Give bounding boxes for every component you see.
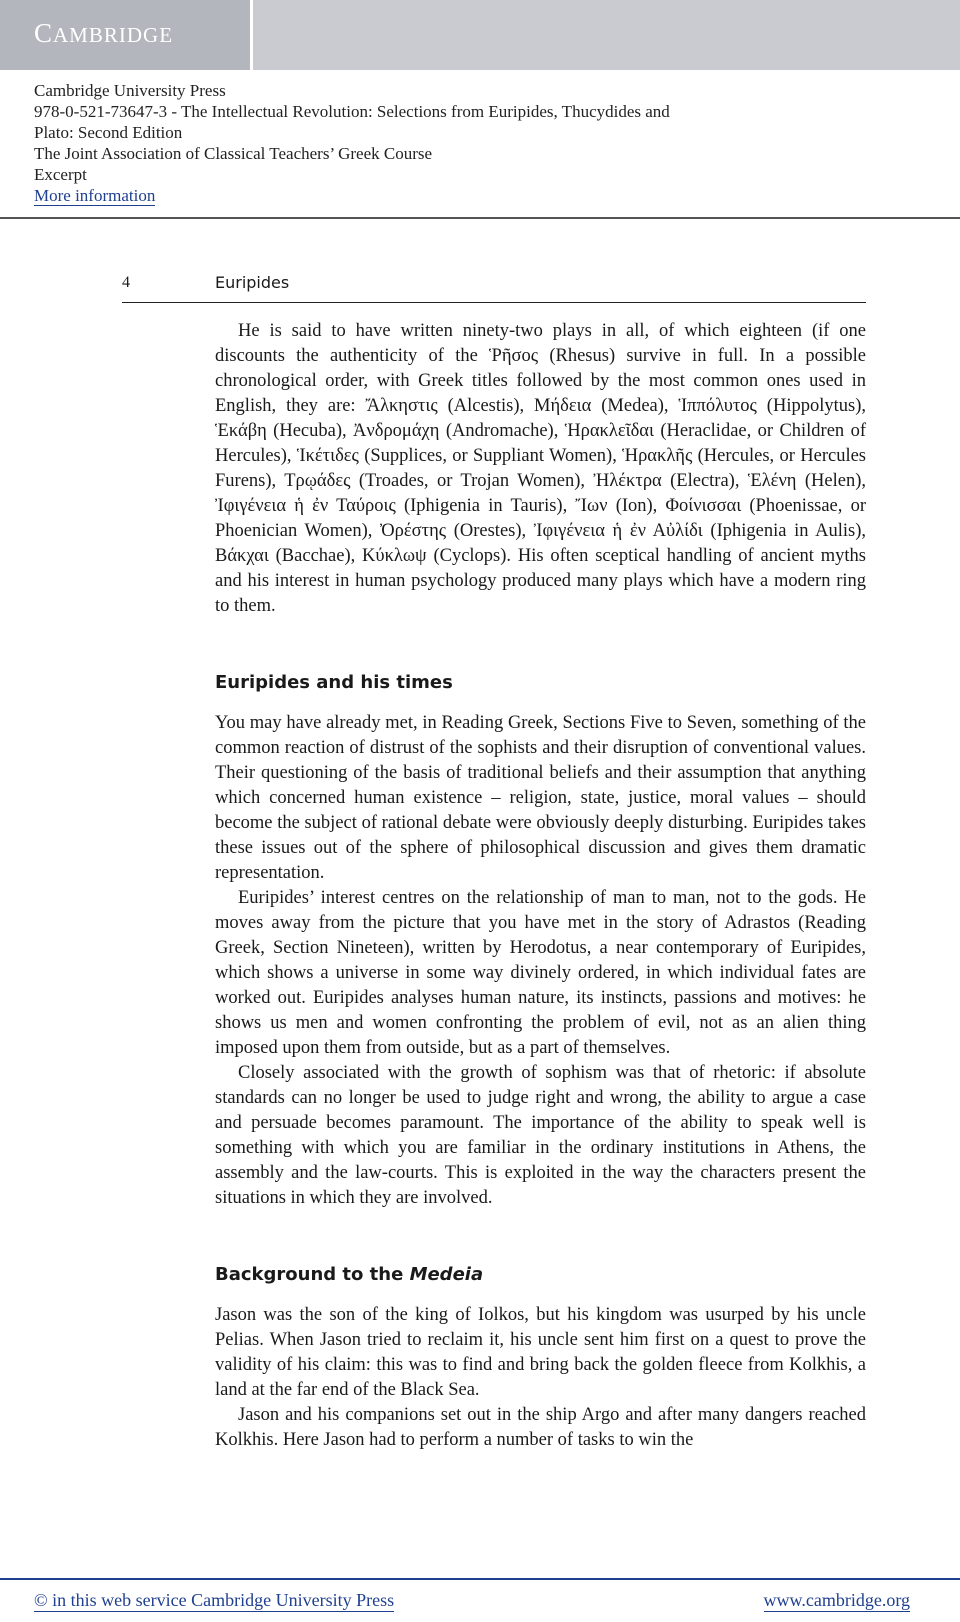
book-metadata <box>34 80 670 206</box>
section-background-medeia <box>215 1264 866 1285</box>
body-paragraph: Jason and his companions set out in the ship Argo and after many dangers reached Kolkhis. Here Jason had to perform a number of tasks to win the <box>215 1405 866 1450</box>
isbn-title-line1: 978-0-521-73647-3 - The Intellectual Revolution: Selections from Euripides, Thucydides and <box>34 102 670 121</box>
cambridge-banner <box>0 0 960 70</box>
section-heading <box>215 1264 866 1285</box>
cambridge-logo[interactable]: CAMBRIDGE <box>34 18 174 48</box>
heading-prefix: Background to the <box>215 1264 404 1285</box>
body-paragraph: You may have already met, in Reading Greek, Sections Five to Seven, something of the common reaction of distrust of the sophists and their disruption of conventional values. Their questioning of the basis of traditional beliefs and their assumption that anything which concerned human existence – religion, state, justice, moral values – should become the subject of rational debate were obviously deeply disturbing. Euripides takes these issues out of the sphere of philosophical discussion and gives them dramatic representation. <box>215 713 866 883</box>
running-head: Euripides <box>215 273 290 292</box>
banner-divider <box>250 0 253 70</box>
publisher: Cambridge University Press <box>34 81 226 100</box>
more-information-link[interactable]: More information <box>34 186 156 205</box>
section1-body <box>215 711 866 1211</box>
intro-paragraph: He is said to have written ninety-two plays in all, of which eighteen (if one discounts the authenticity of the Ῥῆσος (Rhesus) survive in full. In a possible chronological order, with Greek titles followed by the most common ones used in English, they are: Ἄλκηστις (Alcestis), Μήδεια (Medea), Ἱππόλυτος (Hippolytus), Ἑκάβη (Hecuba), Ἀνδρομάχη (Andromache), Ἡρακλεῖδαι (Heraclidae, or Children of Hercules), Ἱκέτιδες (Supplices, or Suppliant Women), Ἡρακλῆς (Hercules, or Hercules Furens), Τρῳάδες (Troades, or Trojan Women), Ἠλέκτρα (Electra), Ἑλένη (Helen), Ἰφιγένεια ἡ ἐν Ταύροις (Iphigenia in Tauris), Ἴων (Ion), Φοίνισσαι (Phoenissae, or Phoenician Women), Ὀρέστης (Orestes), Ἰφιγένεια ἡ ἐν Αὐλίδι (Iphigenia in Aulis), Βάκχαι (Bacchae), Κύκλωψ (Cyclops). His often sceptical handling of ancient myths and his interest in human psychology produced many plays which have a modern ring to them. <box>215 321 866 616</box>
page-header <box>122 272 866 303</box>
book-author: The Joint Association of Classical Teachers’ Greek Course <box>34 144 433 163</box>
isbn-title-line2: Plato: Second Edition <box>34 123 183 142</box>
cambridge-website-link[interactable]: www.cambridge.org <box>763 1590 910 1610</box>
body-paragraph: Euripides’ interest centres on the relationship of man to man, not to the gods. He moves away from the picture that you have met in the story of Adrastos (Reading Greek, Section Nineteen), written by Herodotus, a near contemporary of Euripides, which shows a universe in some way divinely ordered, in which individual fates are worked out. Euripides analyses human nature, its instincts, passions and motives: he shows us men and women confronting the problem of evil, not as an alien thing imposed upon them from outside, but as a part of themselves. <box>215 888 866 1058</box>
page-number: 4 <box>122 274 130 291</box>
header-rule <box>0 217 960 219</box>
section-euripides-times <box>215 672 866 693</box>
heading-title: Medeia <box>409 1264 484 1285</box>
body-paragraph: Closely associated with the growth of sophism was that of rhetoric: if absolute standards can no longer be used to judge right and wrong, the ability to argue a case and persuade becomes paramount. The importance of the ability to speak well is something with which you are familiar in the ordinary institutions in Athens, the assembly and the law-courts. This is exploited in the way the characters present the situations in which they are involved. <box>215 1063 866 1208</box>
body-paragraph: Jason was the son of the king of Iolkos, but his kingdom was usurped by his uncle Pelias. When Jason tried to reclaim it, his uncle sent him first on a quest to prove the validity of his claim: this was to find and bring back the golden fleece from Kolkhis, a land at the far end of the Black Sea. <box>215 1305 866 1400</box>
section-heading: Euripides and his times <box>215 672 453 693</box>
intro-block <box>215 319 866 619</box>
section2-body <box>215 1303 866 1453</box>
copyright-link[interactable]: © in this web service Cambridge University Press <box>34 1590 395 1610</box>
excerpt-label: Excerpt <box>34 165 87 184</box>
footer-rule <box>0 1578 960 1580</box>
